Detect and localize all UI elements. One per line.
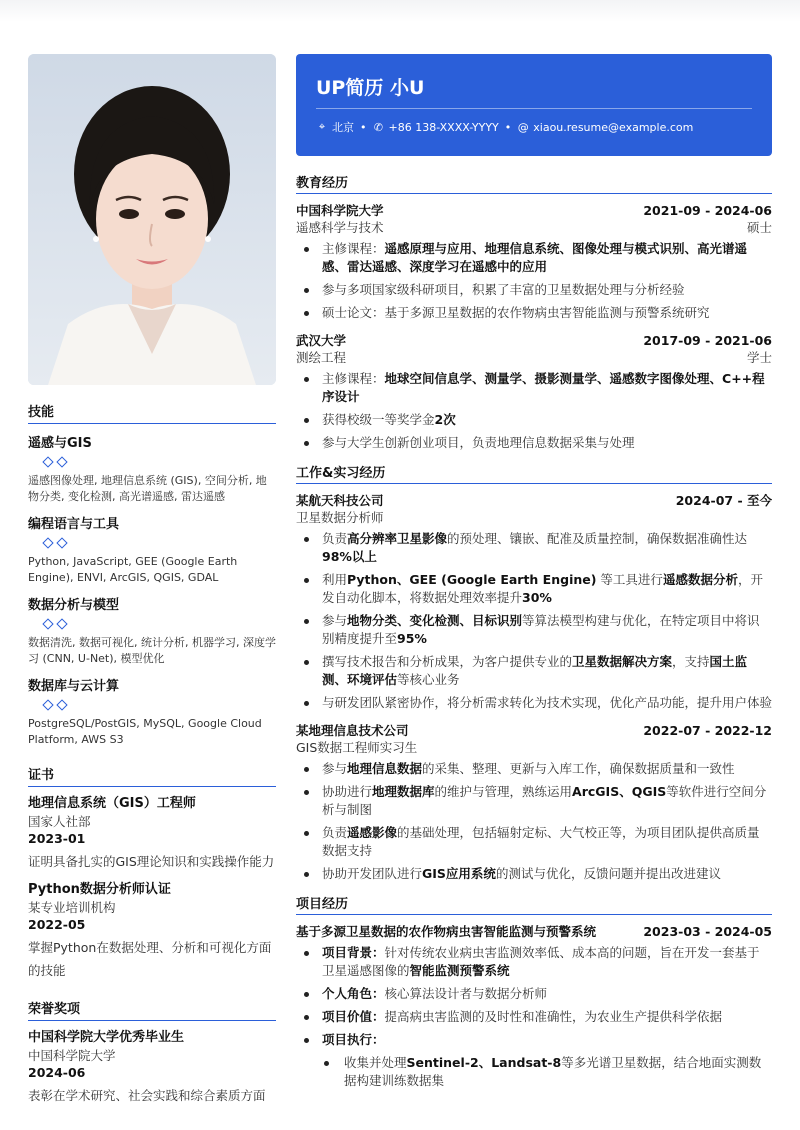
bullet-item: 主修课程：地球空间信息学、测量学、摄影测量学、遥感数字图像处理、C++程序设计 <box>296 370 772 406</box>
bullet-emphasis: 卫星数据解决方案 <box>572 654 673 669</box>
bullet-item: 参与多项国家级科研项目，积累了丰富的卫星数据处理与分析经验 <box>296 281 772 299</box>
main-content <box>296 172 772 1100</box>
bullet-emphasis: 地理信息数据 <box>347 761 423 776</box>
skill-rating <box>44 537 276 549</box>
sidebar <box>28 54 276 1107</box>
bullet-item <box>296 1031 772 1049</box>
bullet-emphasis: 地球空间信息学、测量学、摄影测量学、遥感数字图像处理、C++程序设计 <box>322 371 765 404</box>
rating-diamond-icon <box>56 699 67 710</box>
bullet-item: 负责高分辨率卫星影像的预处理、镶嵌、配准及质量控制，确保数据准确性达98%以上 <box>296 530 772 566</box>
bullet-emphasis: 遥感原理与应用、地理信息系统、图像处理与模式识别、高光谱遥感、雷达遥感、深度学习在遥感中的应用 <box>322 241 748 274</box>
contact-separator: • <box>360 120 367 134</box>
bullet-emphasis: 30% <box>522 590 552 605</box>
email-text[interactable]: xiaou.resume@example.com <box>533 120 694 134</box>
rating-diamond-icon <box>42 618 53 629</box>
major-name: 测绘工程 <box>296 350 347 365</box>
rating-diamond-icon <box>42 456 53 467</box>
contact-separator: • <box>504 120 512 134</box>
bullet-emphasis: ArcGIS、QGIS <box>572 784 667 799</box>
education-entry <box>296 332 772 452</box>
rating-diamond-icon <box>56 618 67 629</box>
bullet-emphasis: 地物分类、变化检测、目标识别 <box>347 613 523 628</box>
bullet-item: 项目价值：提高病虫害监测的及时性和准确性，为农业生产提供科学依据 <box>296 1008 772 1026</box>
cert-date: 2023-01 <box>28 831 86 846</box>
header-divider <box>316 108 752 109</box>
work-section-title: 工作&实习经历 <box>296 462 772 484</box>
company-name: 某地理信息技术公司 <box>296 723 409 738</box>
skill-desc: PostgreSQL/PostGIS, MySQL, Google Cloud Platform, AWS S3 <box>28 717 262 746</box>
cert-org: 某专业培训机构 <box>28 900 116 915</box>
entry-date: 2017-09 - 2021-06 <box>643 333 772 348</box>
award-date: 2024-06 <box>28 1065 86 1080</box>
bullet-list <box>296 760 772 883</box>
award-desc: 表彰在学术研究、社会实践和综合素质方面 <box>28 1088 266 1103</box>
bullet-emphasis: 95% <box>397 631 427 646</box>
candidate-name: UP简历 小U <box>316 77 425 99</box>
skill-item <box>28 675 276 748</box>
cert-name: Python数据分析师认证 <box>28 882 171 897</box>
entry-date: 2023-03 - 2024-05 <box>643 924 772 939</box>
bullet-emphasis: 遥感影像 <box>347 825 398 840</box>
phone-text[interactable]: +86 138-XXXX-YYYY <box>388 120 499 134</box>
skill-rating <box>44 618 276 630</box>
skill-name: 数据库与云计算 <box>28 679 120 694</box>
education-entry <box>296 202 772 322</box>
bullet-emphasis: 智能监测预警系统 <box>409 963 510 978</box>
bullet-emphasis: 高分辨率卫星影像 <box>347 531 448 546</box>
bullet-item: 硕士论文：基于多源卫星数据的农作物病虫害智能监测与预警系统研究 <box>296 304 772 322</box>
skill-rating <box>44 699 276 711</box>
bullet-item: 项目背景：针对传统农业病虫害监测效率低、成本高的问题，旨在开发一套基于卫星遥感图像的智能监测预警系统 <box>296 944 772 980</box>
role-name: GIS数据工程师实习生 <box>296 740 418 755</box>
bullet-item: 参与地理信息数据的采集、整理、更新与入库工作，确保数据质量和一致性 <box>296 760 772 778</box>
award-item <box>28 1029 276 1107</box>
school-name: 武汉大学 <box>296 333 347 348</box>
skill-name: 遥感与GIS <box>28 436 92 451</box>
bullet-emphasis: 项目执行： <box>322 1032 385 1047</box>
bullet-item: 收集并处理Sentinel-2、Landsat-8等多光谱卫星数据，结合地面实测数据构建训练数据集 <box>296 1054 772 1090</box>
degree-name: 硕士 <box>746 220 772 235</box>
email-icon: @ <box>517 120 529 134</box>
rating-diamond-icon <box>42 537 53 548</box>
company-name: 某航天科技公司 <box>296 493 384 508</box>
sub-bullet-list <box>296 1054 772 1090</box>
bullet-item: 与研发团队紧密协作，将分析需求转化为技术实现，优化产品功能，提升用户体验 <box>296 694 772 712</box>
bullet-emphasis: 地理数据库 <box>372 784 435 799</box>
bullet-item: 个人角色：核心算法设计者与数据分析师 <box>296 985 772 1003</box>
certs-section-title: 证书 <box>28 764 276 787</box>
bullet-item: 参与地物分类、变化检测、目标识别等算法模型构建与优化，在特定项目中将识别精度提升至95% <box>296 612 772 648</box>
bullet-emphasis: 98%以上 <box>322 549 377 564</box>
skill-item <box>28 432 276 505</box>
contact-line <box>316 119 752 135</box>
entry-date: 2021-09 - 2024-06 <box>643 203 772 218</box>
bullet-item: 负责遥感影像的基础处理，包括辐射定标、大气校正等，为项目团队提供高质量数据支持 <box>296 824 772 860</box>
location-pin-icon: ⌖ <box>318 120 326 133</box>
top-strip <box>0 0 800 22</box>
portrait-illustration <box>28 54 276 385</box>
major-name: 遥感科学与技术 <box>296 220 384 235</box>
bullet-item: 撰写技术报告和分析成果，为客户提供专业的卫星数据解决方案，支持国土监测、环境评估等核心业务 <box>296 653 772 689</box>
school-name: 中国科学院大学 <box>296 203 384 218</box>
bullet-item: 协助进行地理数据库的维护与管理，熟练运用ArcGIS、QGIS等软件进行空间分析与制图 <box>296 783 772 819</box>
bullet-emphasis: 遥感数据分析 <box>662 572 738 587</box>
cert-item <box>28 881 276 982</box>
projects-section-title: 项目经历 <box>296 893 772 915</box>
skill-item <box>28 594 276 667</box>
cert-desc: 掌握Python在数据处理、分析和可视化方面的技能 <box>28 940 272 978</box>
profile-photo <box>28 54 276 385</box>
degree-name: 学士 <box>746 350 772 365</box>
header-card <box>296 54 772 156</box>
cert-org: 国家人社部 <box>28 814 91 829</box>
skill-desc: 数据清洗, 数据可视化, 统计分析, 机器学习, 深度学习 (CNN, U-Net), 模型优化 <box>28 636 276 665</box>
bullet-item: 参与大学生创新创业项目，负责地理信息数据采集与处理 <box>296 434 772 452</box>
bullet-list <box>296 530 772 712</box>
skill-desc: Python, JavaScript, GEE (Google Earth Engine), ENVI, ArcGIS, QGIS, GDAL <box>28 555 238 584</box>
bullet-emphasis: 2次 <box>434 412 456 427</box>
bullet-list <box>296 240 772 322</box>
cert-name: 地理信息系统（GIS）工程师 <box>28 796 196 811</box>
bullet-emphasis: Python、GEE (Google Earth Engine) <box>347 572 597 587</box>
skill-rating <box>44 456 276 468</box>
entry-date: 2024-07 - 至今 <box>675 493 772 508</box>
skill-name: 编程语言与工具 <box>28 517 120 532</box>
cert-item <box>28 795 276 873</box>
rating-diamond-icon <box>56 456 67 467</box>
entry-date: 2022-07 - 2022-12 <box>643 723 772 738</box>
bullet-emphasis: 项目背景： <box>322 945 385 960</box>
location-text: 北京 <box>332 121 354 134</box>
bullet-emphasis: Sentinel-2、Landsat-8 <box>406 1055 562 1070</box>
skill-desc: 遥感图像处理, 地理信息系统 (GIS), 空间分析, 地物分类, 变化检测, 高光谱遥感, 雷达遥感 <box>28 474 267 503</box>
work-entry <box>296 492 772 712</box>
rating-diamond-icon <box>42 699 53 710</box>
cert-desc: 证明具备扎实的GIS理论知识和实践操作能力 <box>28 854 275 869</box>
award-org: 中国科学院大学 <box>28 1048 116 1063</box>
bullet-list <box>296 944 772 1049</box>
skill-name: 数据分析与模型 <box>28 598 120 613</box>
bullet-emphasis: 项目价值： <box>322 1009 385 1024</box>
awards-section-title: 荣誉奖项 <box>28 998 276 1021</box>
award-name: 中国科学院大学优秀毕业生 <box>28 1030 185 1045</box>
bullet-emphasis: 个人角色： <box>322 986 385 1001</box>
project-entry <box>296 923 772 1090</box>
education-section-title: 教育经历 <box>296 172 772 194</box>
project-name: 基于多源卫星数据的农作物病虫害智能监测与预警系统 <box>296 924 597 939</box>
bullet-emphasis: GIS应用系统 <box>422 866 496 881</box>
bullet-item: 主修课程：遥感原理与应用、地理信息系统、图像处理与模式识别、高光谱遥感、雷达遥感、深度学习在遥感中的应用 <box>296 240 772 276</box>
work-entry <box>296 722 772 883</box>
cert-date: 2022-05 <box>28 917 86 932</box>
bullet-item: 利用Python、GEE (Google Earth Engine) 等工具进行遥感数据分析，开发自动化脚本，将数据处理效率提升30% <box>296 571 772 607</box>
bullet-emphasis: 国土监测、环境评估 <box>322 654 748 687</box>
bullet-list <box>296 370 772 452</box>
phone-icon: ✆ <box>373 120 384 134</box>
skill-item <box>28 513 276 586</box>
rating-diamond-icon <box>56 537 67 548</box>
bullet-item: 协助开发团队进行GIS应用系统的测试与优化，反馈问题并提出改进建议 <box>296 865 772 883</box>
role-name: 卫星数据分析师 <box>296 510 384 525</box>
bullet-item: 获得校级一等奖学金2次 <box>296 411 772 429</box>
skills-section-title: 技能 <box>28 401 276 424</box>
